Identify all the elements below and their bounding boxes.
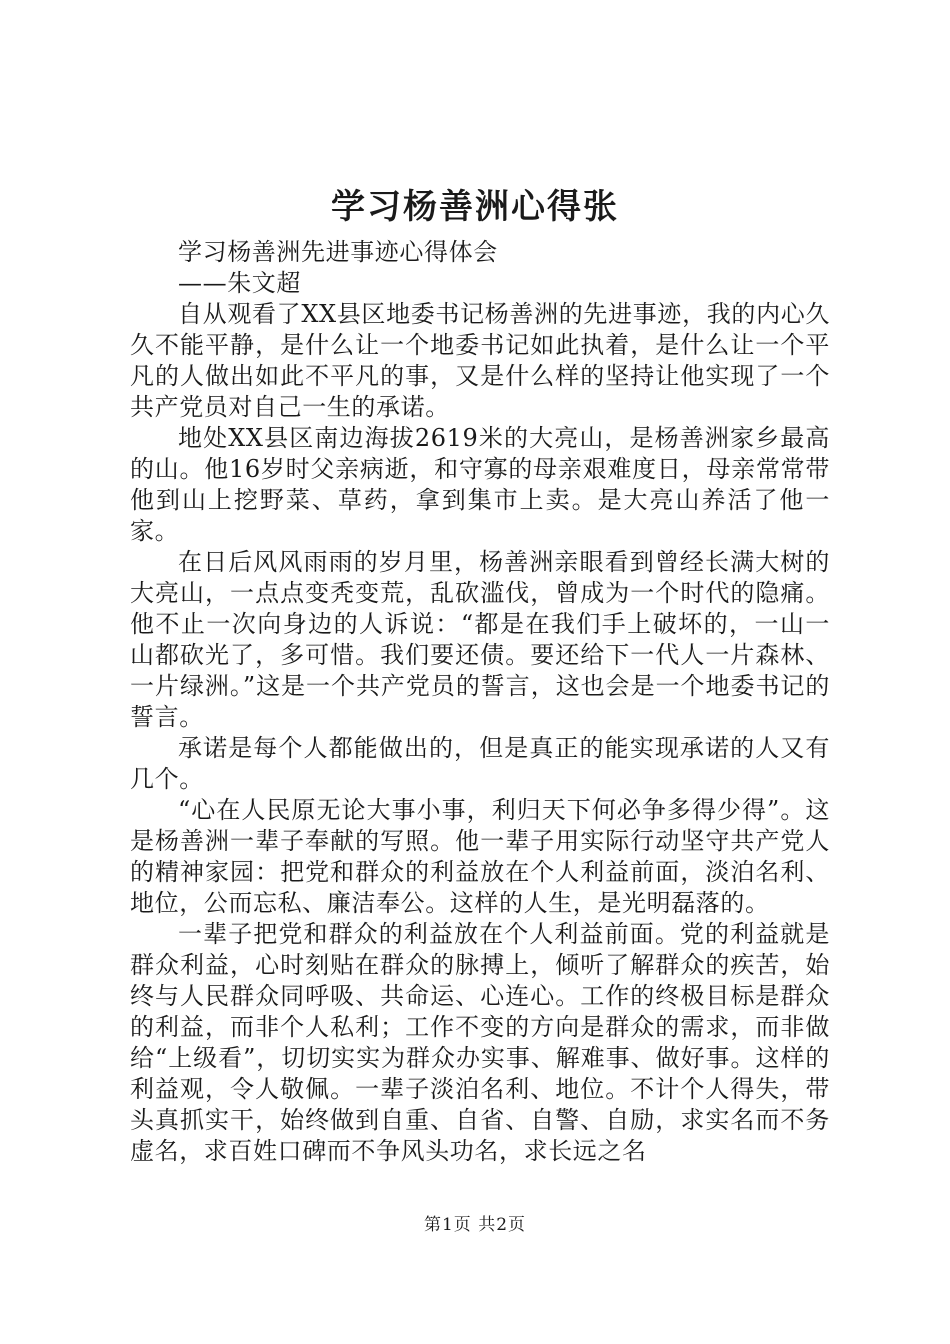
document-title: 学习杨善洲心得张 xyxy=(331,187,619,227)
paragraph: 地处XX县区南边海拔2619米的大亮山，是杨善洲家乡最高的山。他16岁时父亲病逝，和守寡的母亲艰难度日，母亲常常带他到山上挖野菜、草药，拿到集市上卖。是大亮山养活了他一家。 xyxy=(130,424,830,545)
paragraph: 自从观看了XX县区地委书记杨善洲的先进事迹，我的内心久久不能平静，是什么让一个地委书记如此执着，是什么让一个平凡的人做出如此不平凡的事，又是什么样的坚持让他实现了一个共产党员对自己一生的承诺。 xyxy=(130,300,830,421)
document-subtitle: 学习杨善洲先进事迹心得体会 xyxy=(178,238,498,266)
paragraph: 承诺是每个人都能做出的，但是真正的能实现承诺的人又有几个。 xyxy=(130,734,830,793)
paragraph: “心在人民原无论大事小事，利归天下何必争多得少得”。这是杨善洲一辈子奉献的写照。他一辈子用实际行动坚守共产党人的精神家园：把党和群众的利益放在个人利益前面，淡泊名利、地位，公而忘私、廉洁奉公。这样的人生，是光明磊落的。 xyxy=(130,796,830,917)
document-author: ——朱文超 xyxy=(178,269,301,297)
document-body xyxy=(130,237,830,1167)
paragraph: 一辈子把党和群众的利益放在个人利益前面。党的利益就是群众利益，心时刻贴在群众的脉搏上，倾听了解群众的疾苦，始终与人民群众同呼吸、共命运、心连心。工作的终极目标是群众的利益，而非个人私利；工作不变的方向是群众的需求，而非做给“上级看”，切切实实为群众办实事、解难事、做好事。这样的利益观，令人敬佩。一辈子淡泊名利、地位。不计个人得失，带头真抓实干，始终做到自重、自省、自警、自励，求实名而不务虚名，求百姓口碑而不争风头功名，求长远之名 xyxy=(130,920,830,1165)
paragraph: 在日后风风雨雨的岁月里，杨善洲亲眼看到曾经长满大树的大亮山，一点点变秃变荒，乱砍滥伐，曾成为一个时代的隐痛。他不止一次向身边的人诉说：“都是在我们手上破坏的，一山一山都砍光了，多可惜。我们要还债。要还给下一代人一片森林、一片绿洲。”这是一个共产党员的誓言，这也会是一个地委书记的誓言。 xyxy=(130,548,830,731)
page-number-footer: 第1页 共2页 xyxy=(423,1215,527,1235)
